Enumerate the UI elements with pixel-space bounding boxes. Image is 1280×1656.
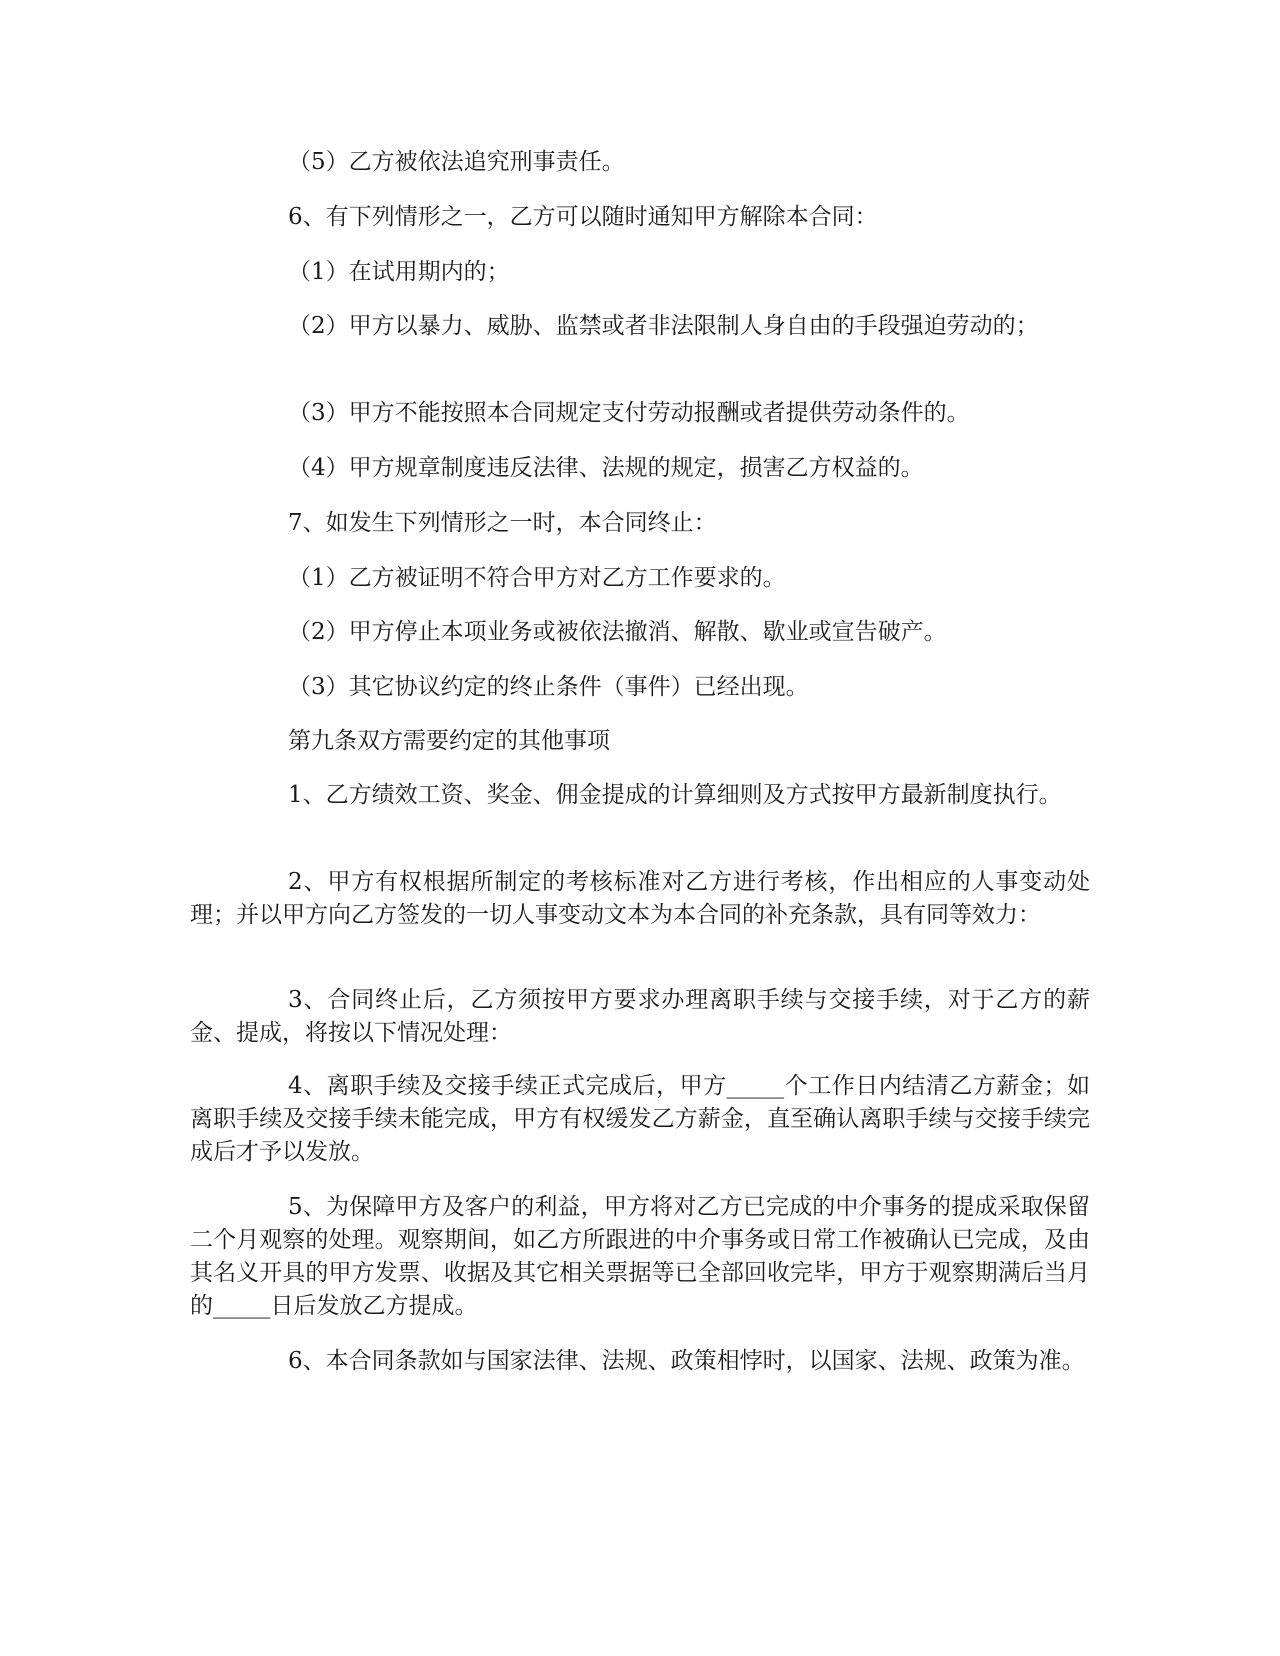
clause-6-item-3: （3）甲方不能按照本合同规定支付劳动报酬或者提供劳动条件的。 bbox=[288, 400, 970, 426]
article-9-item-2: 2、甲方有权根据所制定的考核标准对乙方进行考核，作出相应的人事变动处理；并以甲方向乙方签发的一切人事变动文本为本合同的补充条款，具有同等效力： bbox=[190, 869, 1090, 928]
article-9-item-4: 4、离职手续及交接手续正式完成后，甲方_____个工作日内结清乙方薪金；如离职手续及交接手续未能完成，甲方有权缓发乙方薪金，直至确认离职手续与交接手续完成后才予以发放。 bbox=[190, 1073, 1090, 1165]
article-9-item-6: 6、本合同条款如与国家法律、法规、政策相悖时，以国家、法规、政策为准。 bbox=[288, 1348, 1085, 1374]
clause-7-item-1: （1）乙方被证明不符合甲方对乙方工作要求的。 bbox=[288, 565, 786, 591]
clause-6-heading: 6、有下列情形之一，乙方可以随时通知甲方解除本合同： bbox=[288, 204, 878, 230]
article-9-heading: 第九条双方需要约定的其他事项 bbox=[288, 728, 610, 754]
clause-7-item-3: （3）其它协议约定的终止条件（事件）已经出现。 bbox=[288, 674, 809, 700]
clause-8-5-item: （5）乙方被依法追究刑事责任。 bbox=[288, 149, 625, 175]
clause-6-item-2: （2）甲方以暴力、威胁、监禁或者非法限制人身自由的手段强迫劳动的； bbox=[288, 313, 1039, 339]
clause-6-item-4: （4）甲方规章制度违反法律、法规的规定，损害乙方权益的。 bbox=[288, 455, 924, 481]
article-9-item-5: 5、为保障甲方及客户的利益，甲方将对乙方已完成的中介事务的提成采取保留二个月观察的处理。观察期间，如乙方所跟进的中介事务或日常工作被确认已完成，及由其名义开具的甲方发票、收据及其它相关票据等已全部回收完毕，甲方于观察期满后当月的_____日后发放乙方提成。 bbox=[190, 1194, 1090, 1319]
article-9-item-1: 1、乙方绩效工资、奖金、佣金提成的计算细则及方式按甲方最新制度执行。 bbox=[288, 782, 1062, 808]
clause-7-heading: 7、如发生下列情形之一时，本合同终止： bbox=[288, 510, 717, 536]
clause-7-item-2: （2）甲方停止本项业务或被依法撤消、解散、歇业或宣告破产。 bbox=[288, 619, 947, 645]
article-9-item-3: 3、合同终止后，乙方须按甲方要求办理离职手续与交接手续，对于乙方的薪金、提成，将按以下情况处理： bbox=[190, 987, 1090, 1046]
clause-6-item-1: （1）在试用期内的； bbox=[288, 259, 510, 285]
